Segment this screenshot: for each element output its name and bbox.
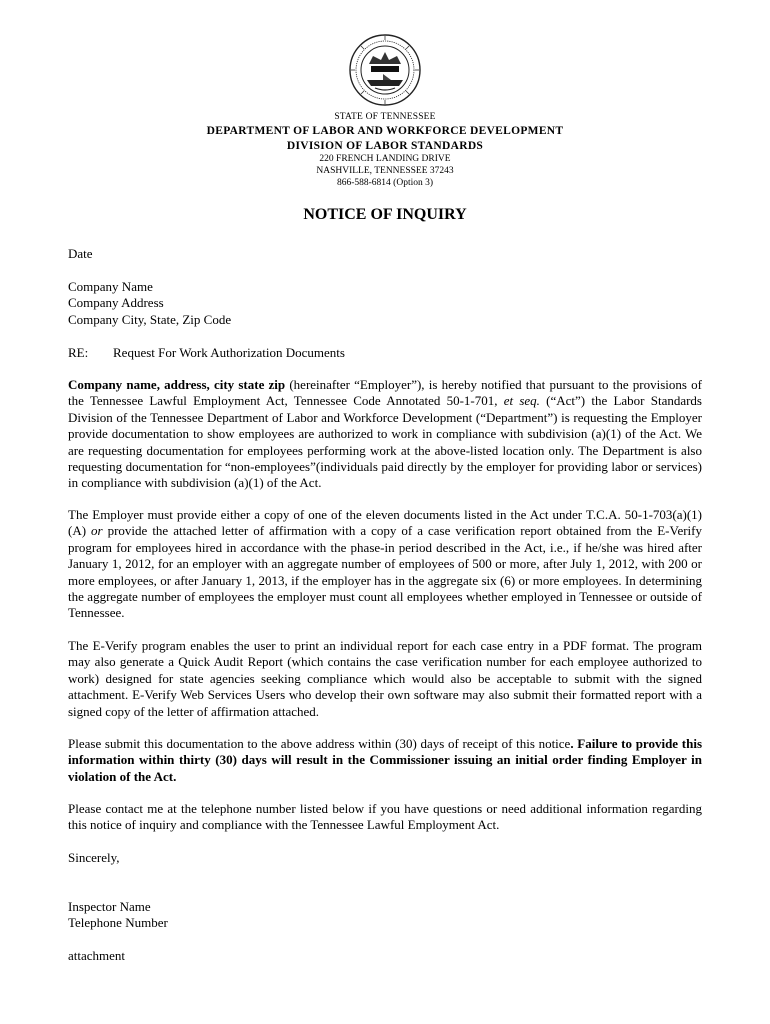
document-title: NOTICE OF INQUIRY xyxy=(303,206,467,223)
paragraph-4-bold-period: . xyxy=(570,736,574,751)
letterhead-department: DEPARTMENT OF LABOR AND WORKFORCE DEVELOPMENT xyxy=(206,125,564,137)
paragraph-2-italic: or xyxy=(91,523,103,539)
paragraph-5: Please contact me at the telephone number listed below if you have questions or need additional information regarding this notice of inquiry and compliance with the Tennessee Lawful Employment Act. xyxy=(68,801,702,833)
tennessee-state-seal-icon xyxy=(349,34,421,106)
signature-block xyxy=(68,899,702,932)
recipient-city-state-zip: Company City, State, Zip Code xyxy=(68,311,232,327)
letterhead-address-line2: NASHVILLE, TENNESSEE 37243 xyxy=(316,166,454,176)
paragraph-4-bold-text: Failure to provide this information within thirty (30) days will result in the Commissioner issuing an initial order finding Employer in violation of the Act. xyxy=(68,736,702,784)
closing: Sincerely, xyxy=(68,850,120,865)
paragraph-1-text-b: (“Act”) the Labor Standards Division of the Tennessee Department of Labor and Workforce Development (“Department”) is requesting the Employer provide documentation to show employees are authorized to work in compliance with subdivision (a)(1) of the Act. We are requesting documentation for employees performing work at the above-listed location only. The Department is also requesting documentation for “non-employees”(individuals paid directly by the employer for providing labor or services) in compliance with subdivision (a)(1) of the Act. xyxy=(68,393,702,491)
letterhead-address-line1: 220 FRENCH LANDING DRIVE xyxy=(319,154,451,164)
paragraph-2-text-b: provide the attached letter of affirmation with a copy of a case verification report obtained from the E-Verify program for employees hired in accordance with the phase-in period described in the Act, i.e., if he/she was hired after January 1, 2012, for an employer with an aggregate number of employees of 500 or more, after July 1, 2012, with 200 or more employees, or after January 1, 2013, if the employer has in the aggregate six (6) or more employees. In determining the aggregate number of employees the employer must count all employees whether employed in Tennessee or outside of Tennessee. xyxy=(68,523,702,621)
paragraph-1-italic: et seq. xyxy=(503,393,540,409)
paragraph-1 xyxy=(68,377,702,492)
recipient-block xyxy=(68,279,702,328)
enclosure-note: attachment xyxy=(68,948,126,963)
recipient-address: Company Address xyxy=(68,295,164,311)
inspector-phone: Telephone Number xyxy=(68,915,168,931)
paragraph-3: The E-Verify program enables the user to print an individual report for each case entry in a PDF format. The program may also generate a Quick Audit Report (which contains the case verification number for each employee authorized to work) designed for state agencies seeking compliance which would also be acceptable to submit with the signed attachment. E-Verify Web Services Users who develop their own software may also submit their formatted report with a signed copy of the letter of affirmation attached. xyxy=(68,638,702,719)
paragraph-2-text-a: The Employer must provide either a copy of one of the eleven documents listed in the Act under T.C.A. 50-1-703(a)(1)(A) xyxy=(68,507,702,539)
date-line: Date xyxy=(68,246,93,261)
paragraph-1-bold-lead: Company name, address, city state zip xyxy=(68,377,286,392)
paragraph-1-text-a: (hereinafter “Employer”), is hereby notified that pursuant to the provisions of the Tennessee Lawful Employment Act, Tennessee Code Annotated 50-1-701, xyxy=(68,377,702,409)
re-label: RE: xyxy=(68,345,89,360)
paragraph-2 xyxy=(68,507,702,622)
letterhead-state: STATE OF TENNESSEE xyxy=(334,112,436,122)
paragraph-4 xyxy=(68,736,702,785)
recipient-name: Company Name xyxy=(68,279,153,294)
letterhead-division: DIVISION OF LABOR STANDARDS xyxy=(286,140,484,152)
letterhead-phone: 866-588-6814 (Option 3) xyxy=(336,178,434,188)
paragraph-4-text: Please submit this documentation to the above address within (30) days of receipt of this notice xyxy=(68,736,571,751)
re-subject: Request For Work Authorization Documents xyxy=(113,345,345,360)
re-line xyxy=(68,345,702,361)
inspector-name: Inspector Name xyxy=(68,899,151,914)
